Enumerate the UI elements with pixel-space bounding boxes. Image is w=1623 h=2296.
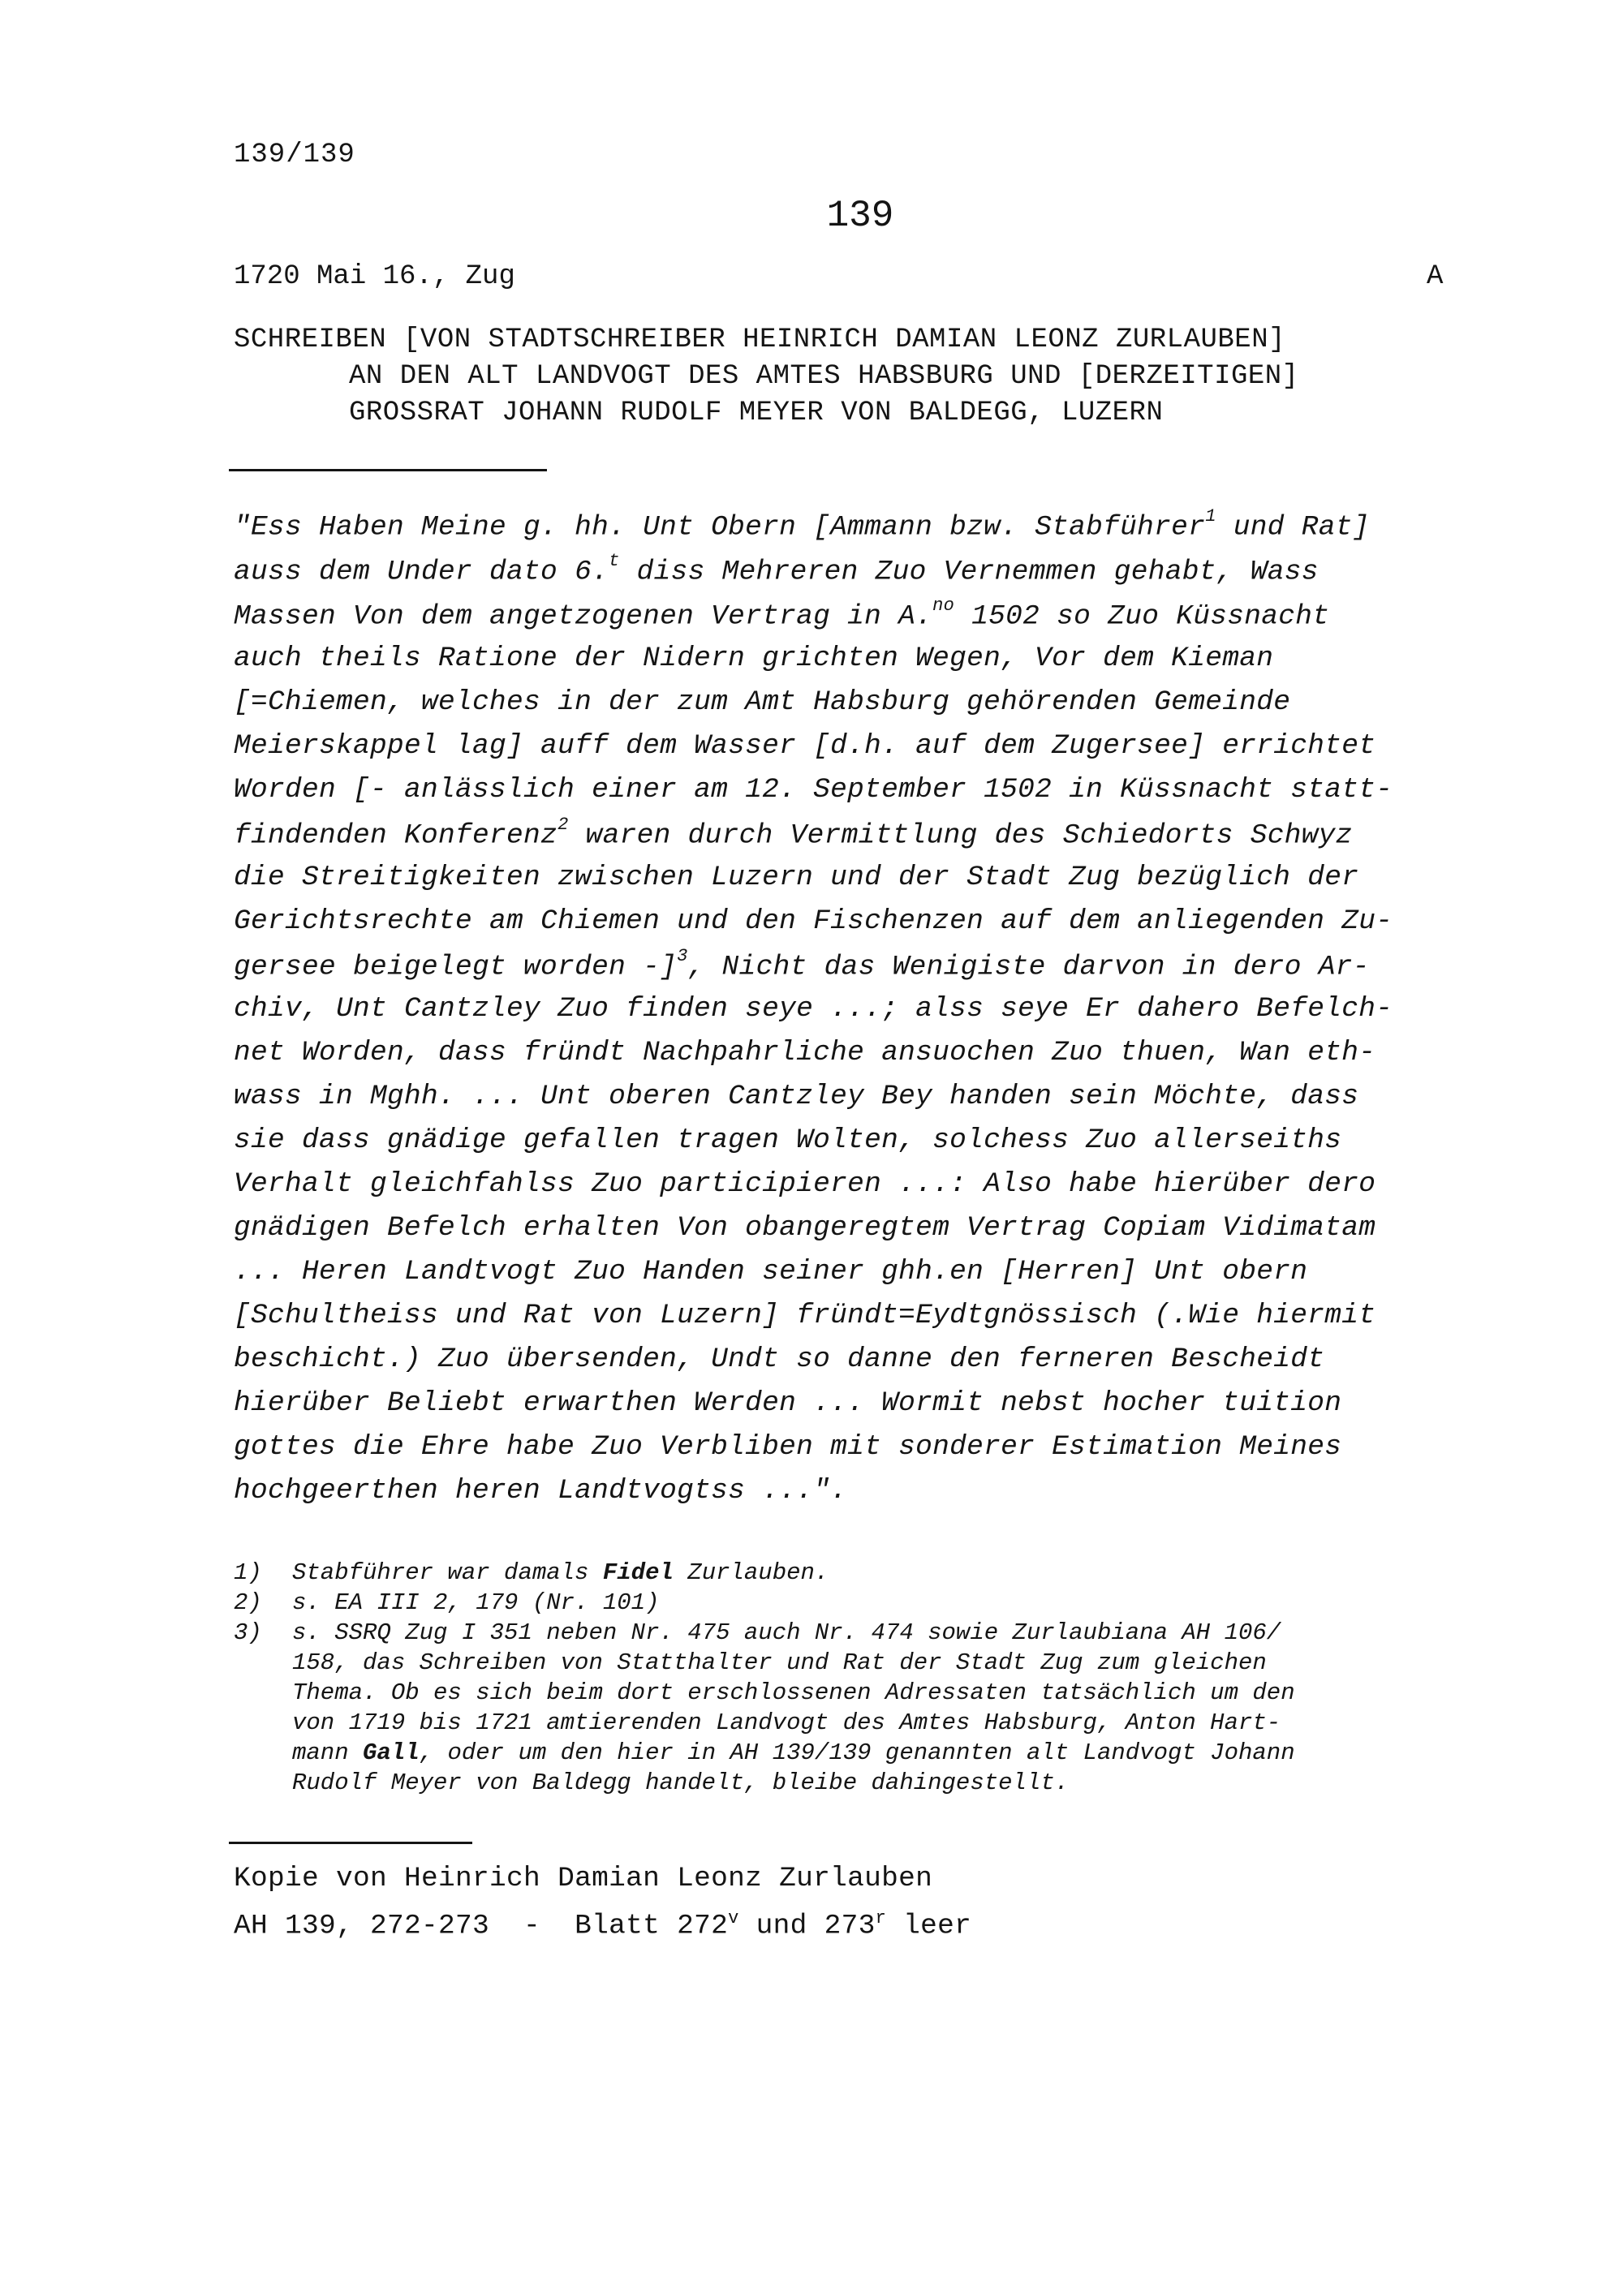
- archive-reference: 139/139: [234, 140, 355, 170]
- footnote-text: s. EA III 2, 179 (Nr. 101): [292, 1589, 660, 1616]
- source-note: Kopie von Heinrich Damian Leonz Zurlauben: [234, 1863, 933, 1894]
- body-line: [=Chiemen, welches in der zum Amt Habsburg gehörenden Gemeinde: [234, 686, 1291, 718]
- title-line: SCHREIBEN [VON STADTSCHREIBER HEINRICH DAMIAN LEONZ ZURLAUBEN]: [234, 325, 1286, 355]
- body-line: net Worden, dass fründt Nachpahrliche ansuochen Zuo thuen, Wan eth-: [234, 1037, 1376, 1068]
- title-line: GROSSRAT JOHANN RUDOLF MEYER VON BALDEGG, LUZERN: [349, 398, 1164, 428]
- date-place: 1720 Mai 16., Zug: [234, 261, 515, 292]
- source-note: AH 139, 272-273 - Blatt 272$^v$ und 273$^r$ leer: [234, 1908, 972, 1942]
- body-line: Meierskappel lag] auff dem Wasser [d.h. auf dem Zugersee] errichtet: [234, 730, 1376, 762]
- footnote-text: mann Gall, oder um den hier in AH 139/139 genannten alt Landvogt Johann: [292, 1739, 1295, 1766]
- footnote-ref: 1: [1205, 506, 1216, 527]
- footnote-text: von 1719 bis 1721 amtierenden Landvogt des Amtes Habsburg, Anton Hart-: [292, 1709, 1281, 1736]
- body-line: Gerichtsrechte am Chiemen und den Fischenzen auf dem anliegenden Zu-: [234, 905, 1393, 937]
- body-line: hochgeerthen heren Landtvogtss ...".: [234, 1475, 848, 1507]
- body-line: beschicht.) Zuo übersenden, Undt so danne den ferneren Bescheidt: [234, 1344, 1325, 1375]
- body-line: hierüber Beliebt erwarthen Werden ... Wormit nebst hocher tuition: [234, 1387, 1342, 1419]
- footnote-ref: 2: [558, 815, 569, 835]
- body-line: Massen Von dem angetzogenen Vertrag in A.$^{no}$ 1502 so Zuo Küssnacht: [234, 595, 1330, 633]
- footnote-text: 158, das Schreiben von Statthalter und Rat der Stadt Zug zum gleichen: [292, 1649, 1267, 1676]
- document-type-letter: A: [1427, 261, 1444, 292]
- footnote-text: Rudolf Meyer von Baldegg handelt, bleibe dahingestellt.: [292, 1769, 1070, 1796]
- body-line: gottes die Ehre habe Zuo Verbliben mit sonderer Estimation Meines: [234, 1431, 1342, 1463]
- body-line: auch theils Ratione der Nidern grichten Wegen, Vor dem Kieman: [234, 643, 1274, 674]
- body-line: chiv, Unt Cantzley Zuo finden seye ...; alss seye Er dahero Befelch-: [234, 993, 1393, 1025]
- body-line: "Ess Haben Meine g. hh. Unt Obern [Ammann bzw. Stabführer$^1$ und Rat]: [234, 506, 1370, 544]
- body-line: [Schultheiss und Rat von Luzern] fründt=Eydtgnössisch (.Wie hiermit: [234, 1300, 1376, 1331]
- body-line: sie dass gnädige gefallen tragen Wolten, solchess Zuo allerseiths: [234, 1124, 1342, 1156]
- document-number: 139: [826, 195, 894, 237]
- body-line: gersee beigelegt worden -]$^3$, Nicht das Wenigiste darvon in dero Ar-: [234, 946, 1370, 983]
- body-line: die Streitigkeiten zwischen Luzern und der Stadt Zug bezüglich der: [234, 862, 1359, 893]
- body-line: Worden [- anlässlich einer am 12. September 1502 in Küssnacht statt-: [234, 774, 1393, 806]
- body-line: findenden Konferenz$^2$ waren durch Vermittlung des Schiedorts Schwyz: [234, 815, 1353, 852]
- footnote-text: Stabführer war damals Fidel Zurlauben.: [292, 1559, 829, 1586]
- body-line: wass in Mghh. ... Unt oberen Cantzley Bey handen sein Möchte, dass: [234, 1081, 1359, 1112]
- footnote-text: Thema. Ob es sich beim dort erschlossenen Adressaten tatsächlich um den: [292, 1679, 1295, 1706]
- footnote-separator: [229, 1842, 472, 1844]
- footnote-number: 3): [234, 1619, 262, 1646]
- body-line: gnädigen Befelch erhalten Von obangeregtem Vertrag Copiam Vidimatam: [234, 1212, 1376, 1244]
- title-line: AN DEN ALT LANDVOGT DES AMTES HABSBURG UND [DERZEITIGEN]: [349, 361, 1299, 392]
- body-line: auss dem Under dato 6.$^t$ diss Mehreren Zuo Vernemmen gehabt, Wass: [234, 551, 1319, 588]
- body-line: Verhalt gleichfahlss Zuo participieren ...: Also habe hierüber dero: [234, 1168, 1376, 1200]
- footnote-ref: 3: [677, 946, 688, 966]
- footnote-number: 1): [234, 1559, 262, 1586]
- title-separator: [229, 469, 547, 471]
- footnote-number: 2): [234, 1589, 262, 1616]
- footnote-text: s. SSRQ Zug I 351 neben Nr. 475 auch Nr. 474 sowie Zurlaubiana AH 106/: [292, 1619, 1281, 1646]
- body-line: ... Heren Landtvogt Zuo Handen seiner ghh.en [Herren] Unt obern: [234, 1256, 1308, 1288]
